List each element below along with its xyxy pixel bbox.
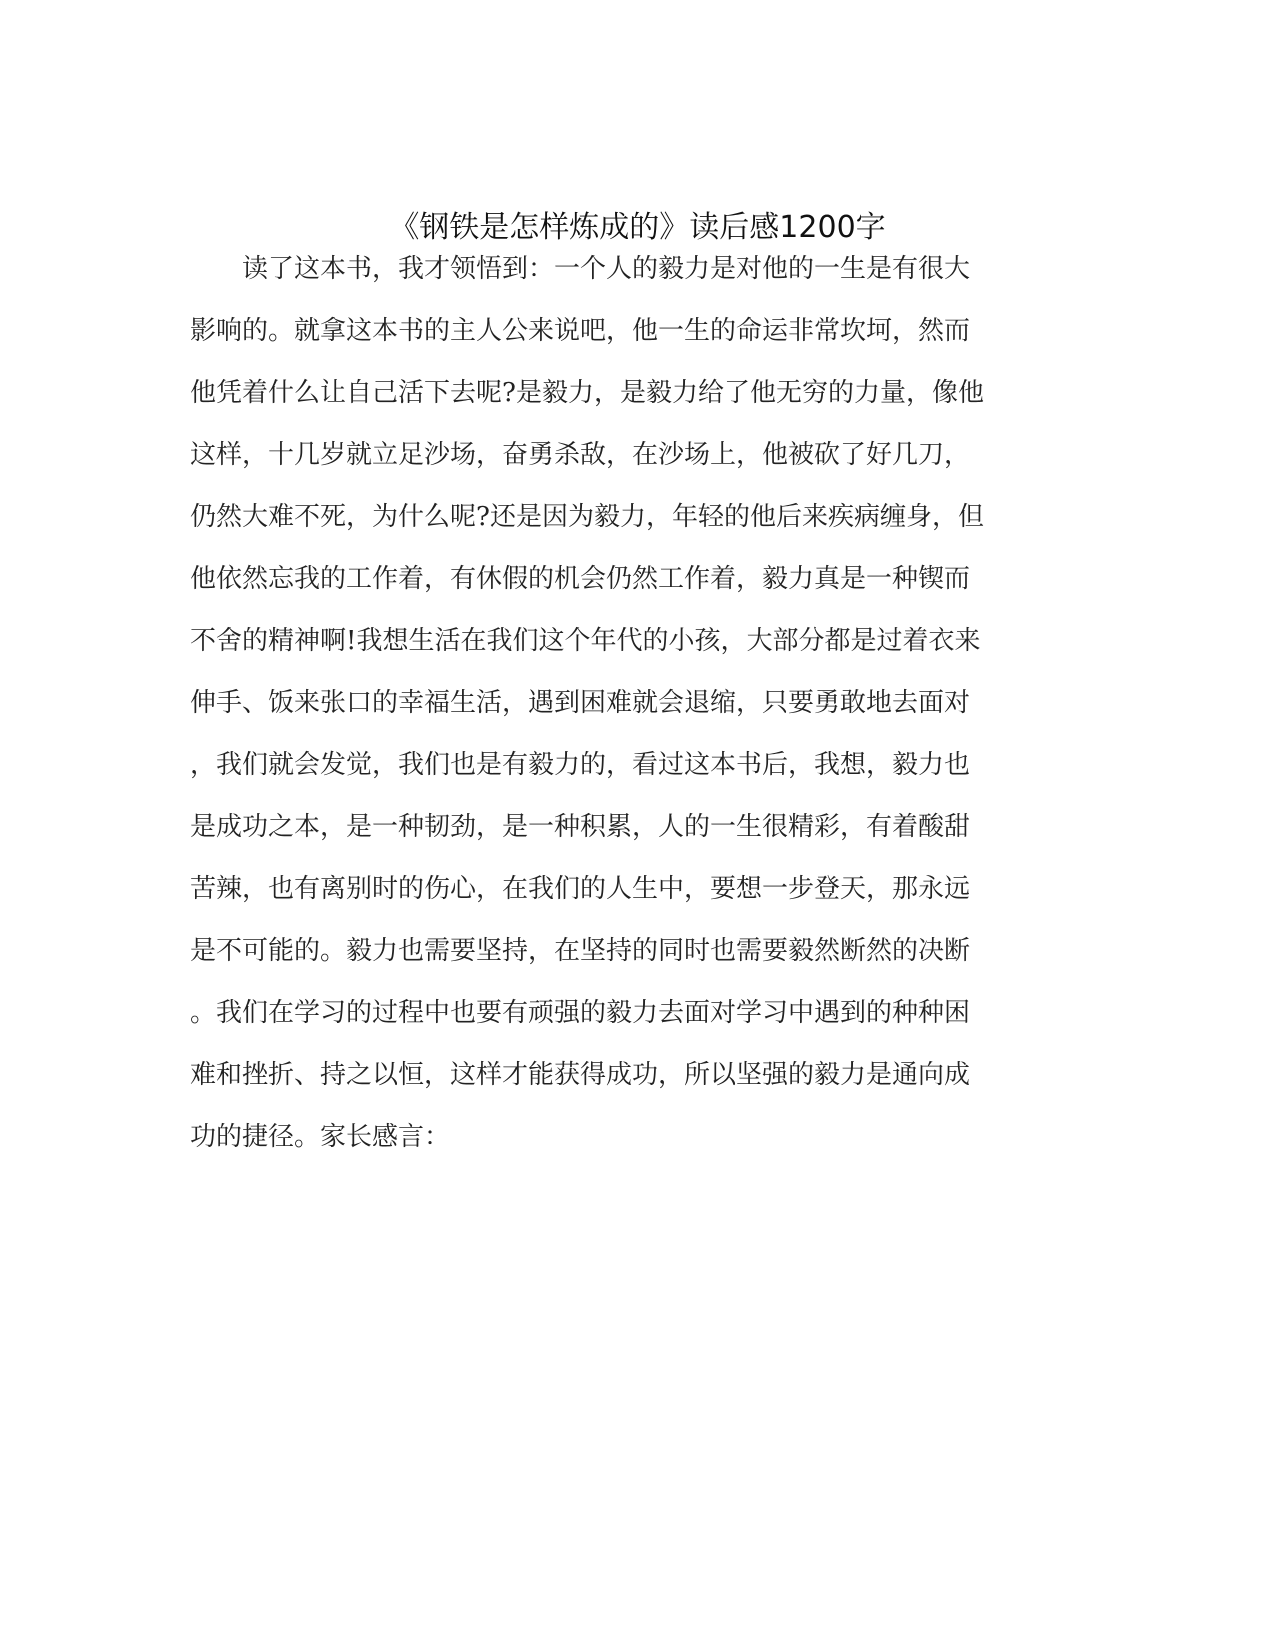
paragraph-line: 影响的。就拿这本书的主人公来说吧，他一生的命运非常坎坷，然而 [190, 316, 971, 346]
paragraph-line: 。我们在学习的过程中也要有顽强的毅力去面对学习中遇到的种种困 [190, 998, 971, 1028]
paragraph-line: ，我们就会发觉，我们也是有毅力的，看过这本书后，我想，毅力也 [190, 750, 971, 780]
paragraph-line: 这样，十几岁就立足沙场，奋勇杀敌，在沙场上，他被砍了好几刀， [190, 440, 971, 470]
paragraph-line: 难和挫折、持之以恒，这样才能获得成功，所以坚强的毅力是通向成 [190, 1060, 971, 1090]
paragraph-line: 他凭着什么让自己活下去呢?是毅力，是毅力给了他无穷的力量，像他 [190, 378, 984, 408]
paragraph-line: 他依然忘我的工作着，有休假的机会仍然工作着，毅力真是一种锲而 [190, 564, 971, 594]
paragraph-line: 不舍的精神啊!我想生活在我们这个年代的小孩，大部分都是过着衣来 [190, 626, 981, 656]
paragraph-line: 功的捷径。家长感言： [190, 1122, 451, 1152]
paragraph-line: 读了这本书，我才领悟到：一个人的毅力是对他的一生是有很大 [190, 254, 971, 284]
document-title: 《钢铁是怎样炼成的》读后感1200字 [389, 210, 886, 245]
paragraph-line: 是不可能的。毅力也需要坚持，在坚持的同时也需要毅然断然的决断 [190, 936, 971, 966]
body-paragraph [190, 238, 1080, 1168]
paragraph-line: 苦辣，也有离别时的伤心，在我们的人生中，要想一步登天，那永远 [190, 874, 971, 904]
paragraph-line: 是成功之本，是一种韧劲，是一种积累，人的一生很精彩，有着酸甜 [190, 812, 971, 842]
paragraph-line: 仍然大难不死，为什么呢?还是因为毅力，年轻的他后来疾病缠身，但 [190, 502, 984, 532]
paragraph-line: 伸手、饭来张口的幸福生活，遇到困难就会退缩，只要勇敢地去面对 [190, 688, 971, 718]
